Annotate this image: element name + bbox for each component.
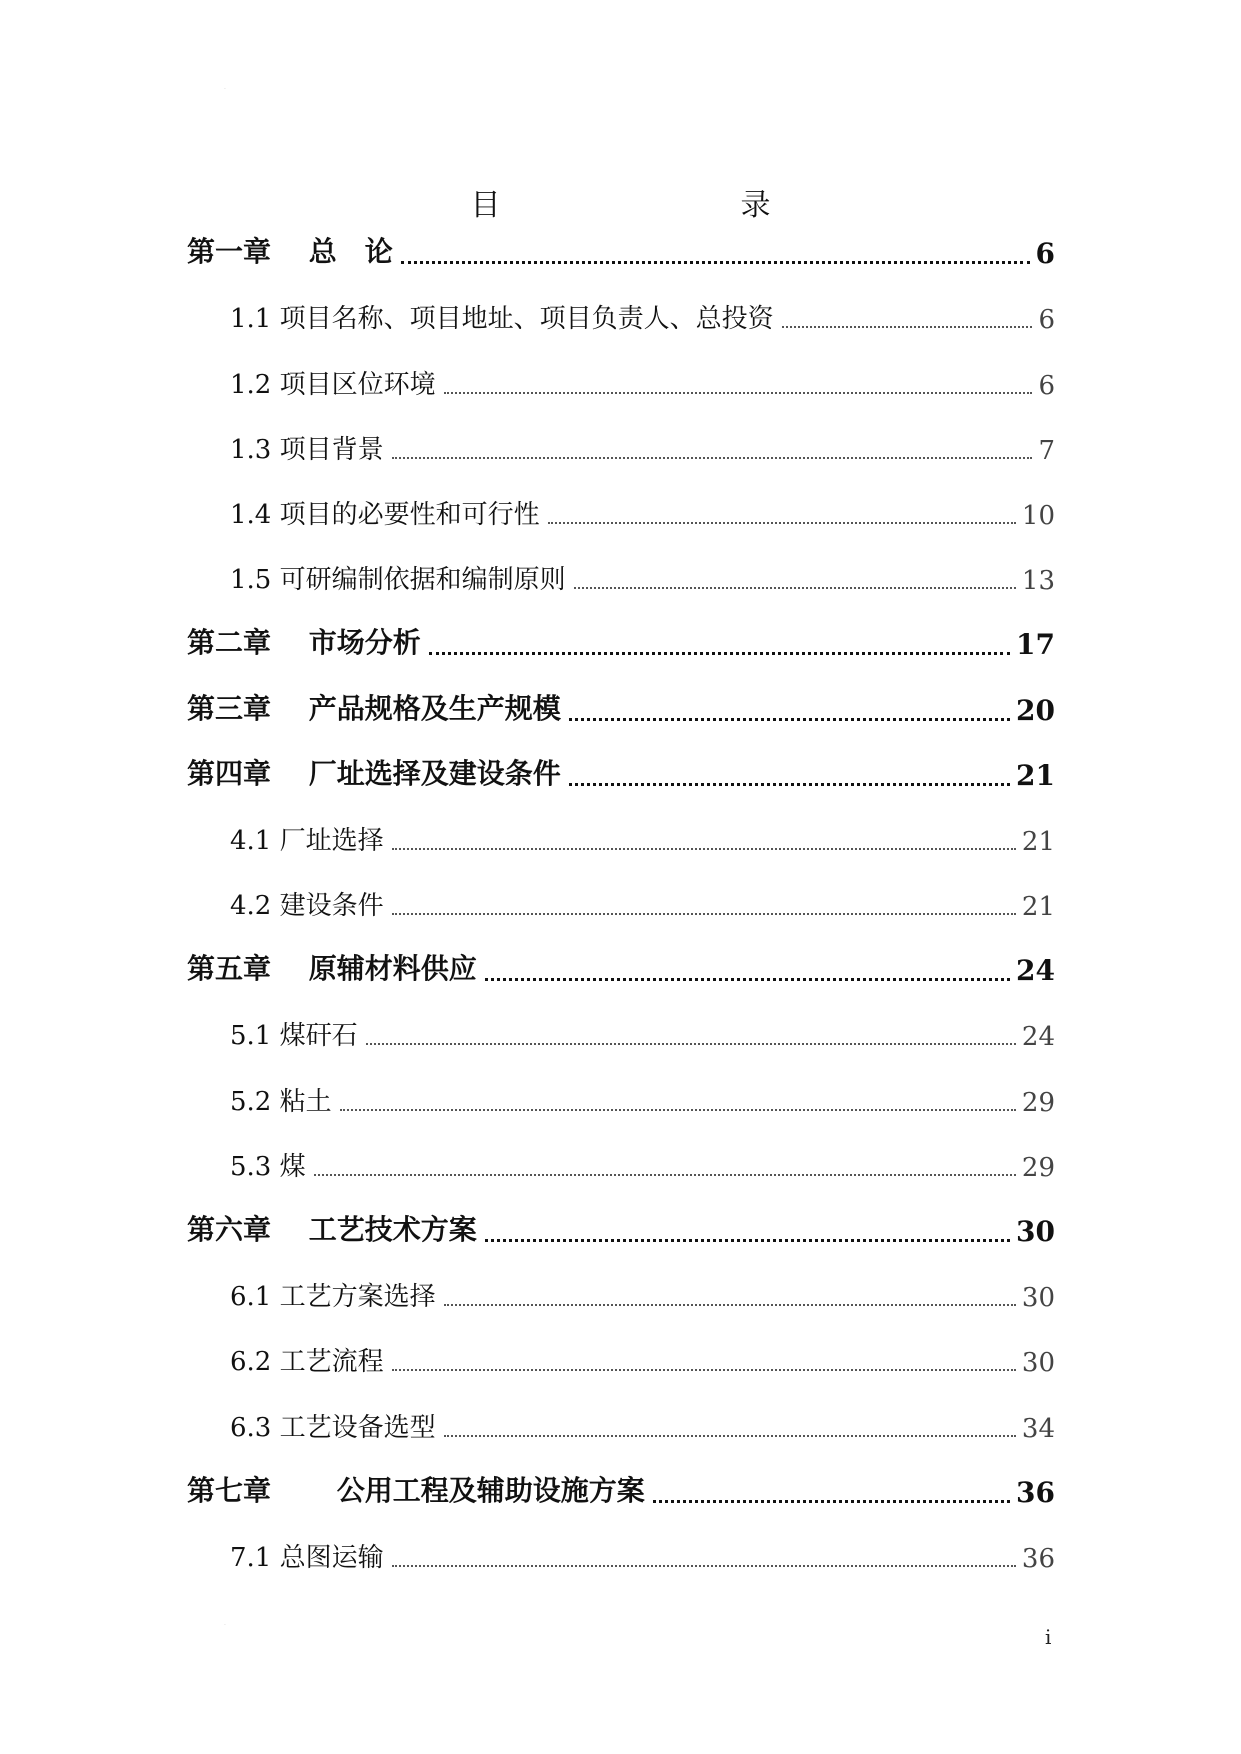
toc-entry-page-number: 13 (1021, 566, 1055, 597)
dot-leader (401, 261, 1030, 264)
toc-chapter-entry[interactable] (0, 737, 1241, 802)
toc-entry-label: 1.2 项目区位环境 (230, 369, 436, 400)
page-number: i (1045, 1625, 1052, 1649)
toc-chapter-entry[interactable] (0, 1454, 1241, 1519)
toc-entry-page-number: 29 (1021, 1152, 1055, 1183)
dot-leader (314, 1174, 1016, 1176)
dot-leader (569, 783, 1010, 786)
toc-entry-label: 第二章 市场分析 (187, 626, 421, 660)
toc-section-entry[interactable] (0, 541, 1241, 606)
toc-entry-label: 第五章 原辅材料供应 (187, 952, 477, 986)
toc-entry-label: 1.4 项目的必要性和可行性 (230, 499, 540, 530)
toc-title: 目 录 (470, 188, 831, 224)
toc-entry-page-number: 30 (1016, 1215, 1055, 1248)
toc-entry-label: 第三章 产品规格及生产规模 (187, 691, 561, 725)
toc-entry-label: 4.2 建设条件 (230, 891, 384, 922)
dot-leader (485, 978, 1010, 981)
toc-entry-label: 第七章 公用工程及辅助设施方案 (187, 1473, 645, 1507)
toc-entry-page-number: 29 (1021, 1087, 1055, 1118)
dot-leader (444, 1435, 1016, 1437)
table-of-contents (0, 215, 1241, 1584)
toc-entry-label: 1.3 项目背景 (230, 434, 384, 465)
dot-leader (366, 1043, 1016, 1045)
dot-leader (782, 326, 1033, 328)
toc-section-entry[interactable] (0, 1258, 1241, 1323)
scan-mark-top: · (224, 86, 226, 93)
toc-entry-page-number: 24 (1021, 1022, 1055, 1053)
toc-entry-label: 6.3 工艺设备选型 (230, 1412, 436, 1443)
toc-chapter-entry[interactable] (0, 215, 1241, 280)
toc-entry-page-number: 6 (1038, 370, 1055, 401)
dot-leader (569, 718, 1010, 721)
dot-leader (392, 913, 1016, 915)
dot-leader (653, 1500, 1010, 1503)
toc-section-entry[interactable] (0, 802, 1241, 867)
scan-mark-bottom: · (224, 1622, 226, 1629)
toc-entry-label: 第六章 工艺技术方案 (187, 1213, 477, 1246)
toc-entry-page-number: 36 (1021, 1543, 1055, 1574)
toc-entry-page-number: 21 (1016, 758, 1055, 792)
toc-entry-label: 4.1 厂址选择 (230, 825, 384, 856)
toc-section-entry[interactable] (0, 1388, 1241, 1453)
dot-leader (392, 848, 1016, 850)
toc-entry-page-number: 30 (1021, 1348, 1055, 1379)
dot-leader (429, 652, 1010, 655)
toc-section-entry[interactable] (0, 280, 1241, 345)
toc-entry-label: 1.1 项目名称、项目地址、项目负责人、总投资 (230, 304, 774, 335)
toc-entry-page-number: 21 (1021, 892, 1055, 923)
toc-chapter-entry[interactable] (0, 1193, 1241, 1258)
toc-chapter-entry[interactable] (0, 606, 1241, 671)
toc-entry-label: 6.2 工艺流程 (230, 1347, 384, 1378)
toc-section-entry[interactable] (0, 1128, 1241, 1193)
toc-entry-page-number: 34 (1021, 1413, 1055, 1444)
dot-leader (548, 522, 1016, 524)
toc-entry-label: 5.3 煤 (230, 1151, 306, 1182)
toc-section-entry[interactable] (0, 867, 1241, 932)
toc-entry-label: 5.2 粘土 (230, 1086, 332, 1117)
toc-entry-label: 第四章 厂址选择及建设条件 (187, 756, 561, 790)
toc-entry-page-number: 21 (1021, 826, 1055, 857)
toc-section-entry[interactable] (0, 1323, 1241, 1388)
toc-chapter-entry[interactable] (0, 671, 1241, 736)
toc-entry-page-number: 6 (1038, 305, 1055, 336)
toc-section-entry[interactable] (0, 997, 1241, 1062)
toc-entry-page-number: 36 (1016, 1475, 1055, 1509)
toc-section-entry[interactable] (0, 345, 1241, 410)
dot-leader (392, 1369, 1016, 1371)
toc-entry-page-number: 17 (1016, 628, 1055, 662)
toc-entry-label: 第一章 总 论 (187, 235, 393, 269)
dot-leader (574, 587, 1016, 589)
toc-entry-label: 6.1 工艺方案选择 (230, 1282, 436, 1313)
toc-section-entry[interactable] (0, 476, 1241, 541)
toc-entry-page-number: 10 (1021, 500, 1055, 531)
dot-leader (485, 1239, 1010, 1242)
toc-entry-page-number: 20 (1016, 693, 1055, 727)
toc-entry-label: 1.5 可研编制依据和编制原则 (230, 565, 566, 596)
toc-chapter-entry[interactable] (0, 932, 1241, 997)
dot-leader (392, 1565, 1016, 1567)
toc-entry-page-number: 24 (1016, 954, 1055, 988)
toc-entry-label: 5.1 煤矸石 (230, 1021, 358, 1052)
toc-section-entry[interactable] (0, 1519, 1241, 1584)
toc-section-entry[interactable] (0, 1062, 1241, 1127)
toc-entry-page-number: 6 (1035, 237, 1055, 271)
dot-leader (392, 457, 1033, 459)
dot-leader (444, 392, 1033, 394)
dot-leader (444, 1304, 1016, 1306)
toc-entry-page-number: 7 (1038, 435, 1055, 466)
toc-section-entry[interactable] (0, 411, 1241, 476)
dot-leader (340, 1109, 1016, 1111)
toc-entry-label: 7.1 总图运输 (230, 1542, 384, 1573)
toc-entry-page-number: 30 (1021, 1283, 1055, 1314)
